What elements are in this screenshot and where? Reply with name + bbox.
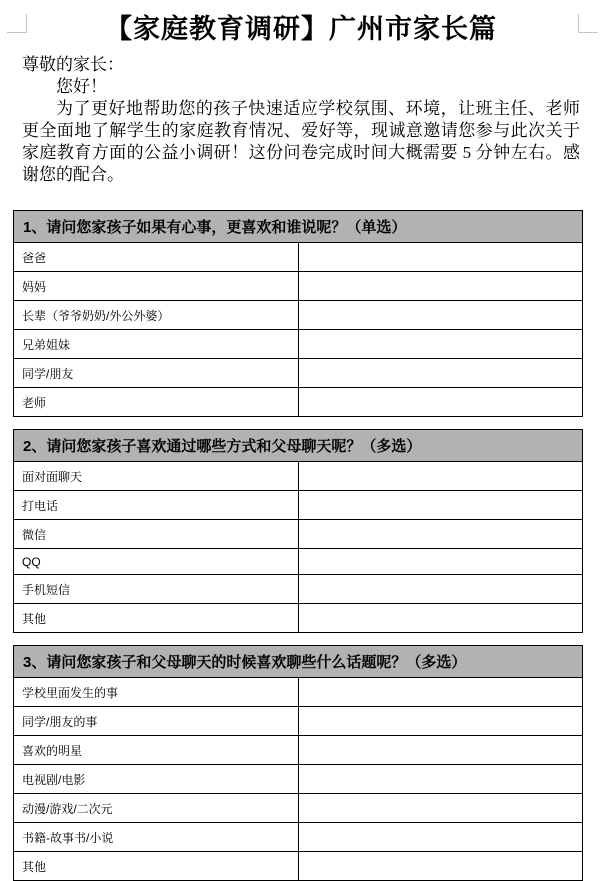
answer-cell[interactable] — [298, 823, 583, 852]
survey-document-page — [0, 12, 602, 874]
answer-cell[interactable] — [298, 707, 583, 736]
table-row — [14, 678, 583, 707]
answer-cell[interactable] — [298, 388, 583, 417]
question-3-table — [13, 645, 583, 881]
answer-cell[interactable] — [298, 301, 583, 330]
answer-cell[interactable] — [298, 462, 583, 491]
table-row — [14, 272, 583, 301]
page-margin-mark-top-right — [578, 14, 598, 33]
table-row — [14, 823, 583, 852]
option-label: 其他 — [14, 604, 299, 633]
salutation-line: 您好！ — [56, 77, 107, 96]
question-1-header-row — [14, 211, 583, 243]
table-row — [14, 520, 583, 549]
intro-section — [22, 54, 580, 186]
option-label: 老师 — [14, 388, 299, 417]
answer-cell[interactable] — [298, 604, 583, 633]
option-label: 打电话 — [14, 491, 299, 520]
table-row — [14, 575, 583, 604]
table-row — [14, 604, 583, 633]
answer-cell[interactable] — [298, 549, 583, 575]
page-margin-mark-top-left — [7, 14, 27, 33]
question-3-title: 3、请问您家孩子和父母聊天的时候喜欢聊些什么话题呢？（多选） — [14, 646, 583, 678]
table-row — [14, 852, 583, 881]
option-label: 兄弟姐妹 — [14, 330, 299, 359]
answer-cell[interactable] — [298, 243, 583, 272]
question-2-header-row — [14, 430, 583, 462]
table-row — [14, 301, 583, 330]
answer-cell[interactable] — [298, 794, 583, 823]
answer-cell[interactable] — [298, 491, 583, 520]
question-1-table — [13, 210, 583, 417]
table-row — [14, 243, 583, 272]
option-label: 学校里面发生的事 — [14, 678, 299, 707]
answer-cell[interactable] — [298, 330, 583, 359]
answer-cell[interactable] — [298, 736, 583, 765]
answer-cell[interactable] — [298, 765, 583, 794]
table-row — [14, 736, 583, 765]
table-row — [14, 388, 583, 417]
table-row — [14, 359, 583, 388]
question-2-table — [13, 429, 583, 633]
answer-cell[interactable] — [298, 520, 583, 549]
answer-cell[interactable] — [298, 575, 583, 604]
question-3-header-row — [14, 646, 583, 678]
option-label: 手机短信 — [14, 575, 299, 604]
option-label: 妈妈 — [14, 272, 299, 301]
option-label: 同学/朋友的事 — [14, 707, 299, 736]
option-label: 动漫/游戏/二次元 — [14, 794, 299, 823]
option-label: QQ — [14, 549, 299, 575]
answer-cell[interactable] — [298, 272, 583, 301]
option-label: 同学/朋友 — [14, 359, 299, 388]
table-row — [14, 707, 583, 736]
option-label: 面对面聊天 — [14, 462, 299, 491]
question-1-title: 1、请问您家孩子如果有心事，更喜欢和谁说呢？（单选） — [14, 211, 583, 243]
answer-cell[interactable] — [298, 359, 583, 388]
document-title: 【家庭教育调研】广州市家长篇 — [105, 14, 497, 44]
option-label: 爸爸 — [14, 243, 299, 272]
option-label: 长辈（爷爷奶奶/外公外婆） — [14, 301, 299, 330]
table-row — [14, 491, 583, 520]
option-label: 其他 — [14, 852, 299, 881]
question-2-title: 2、请问您家孩子喜欢通过哪些方式和父母聊天呢？（多选） — [14, 430, 583, 462]
answer-cell[interactable] — [298, 678, 583, 707]
table-row — [14, 794, 583, 823]
option-label: 书籍-故事书/小说 — [14, 823, 299, 852]
option-label: 微信 — [14, 520, 299, 549]
option-label: 电视剧/电影 — [14, 765, 299, 794]
table-row — [14, 330, 583, 359]
greeting-line: 尊敬的家长： — [22, 55, 124, 74]
option-label: 喜欢的明星 — [14, 736, 299, 765]
table-row — [14, 549, 583, 575]
intro-paragraph: 为了更好地帮助您的孩子快速适应学校氛围、环境，让班主任、老师更全面地了解学生的家庭教育情况、爱好等，现诚意邀请您参与此次关于家庭教育方面的公益小调研！这份问卷完成时间大概需要 5 分钟左右。感谢您的配合。 — [22, 99, 580, 184]
table-row — [14, 462, 583, 491]
table-row — [14, 765, 583, 794]
answer-cell[interactable] — [298, 852, 583, 881]
